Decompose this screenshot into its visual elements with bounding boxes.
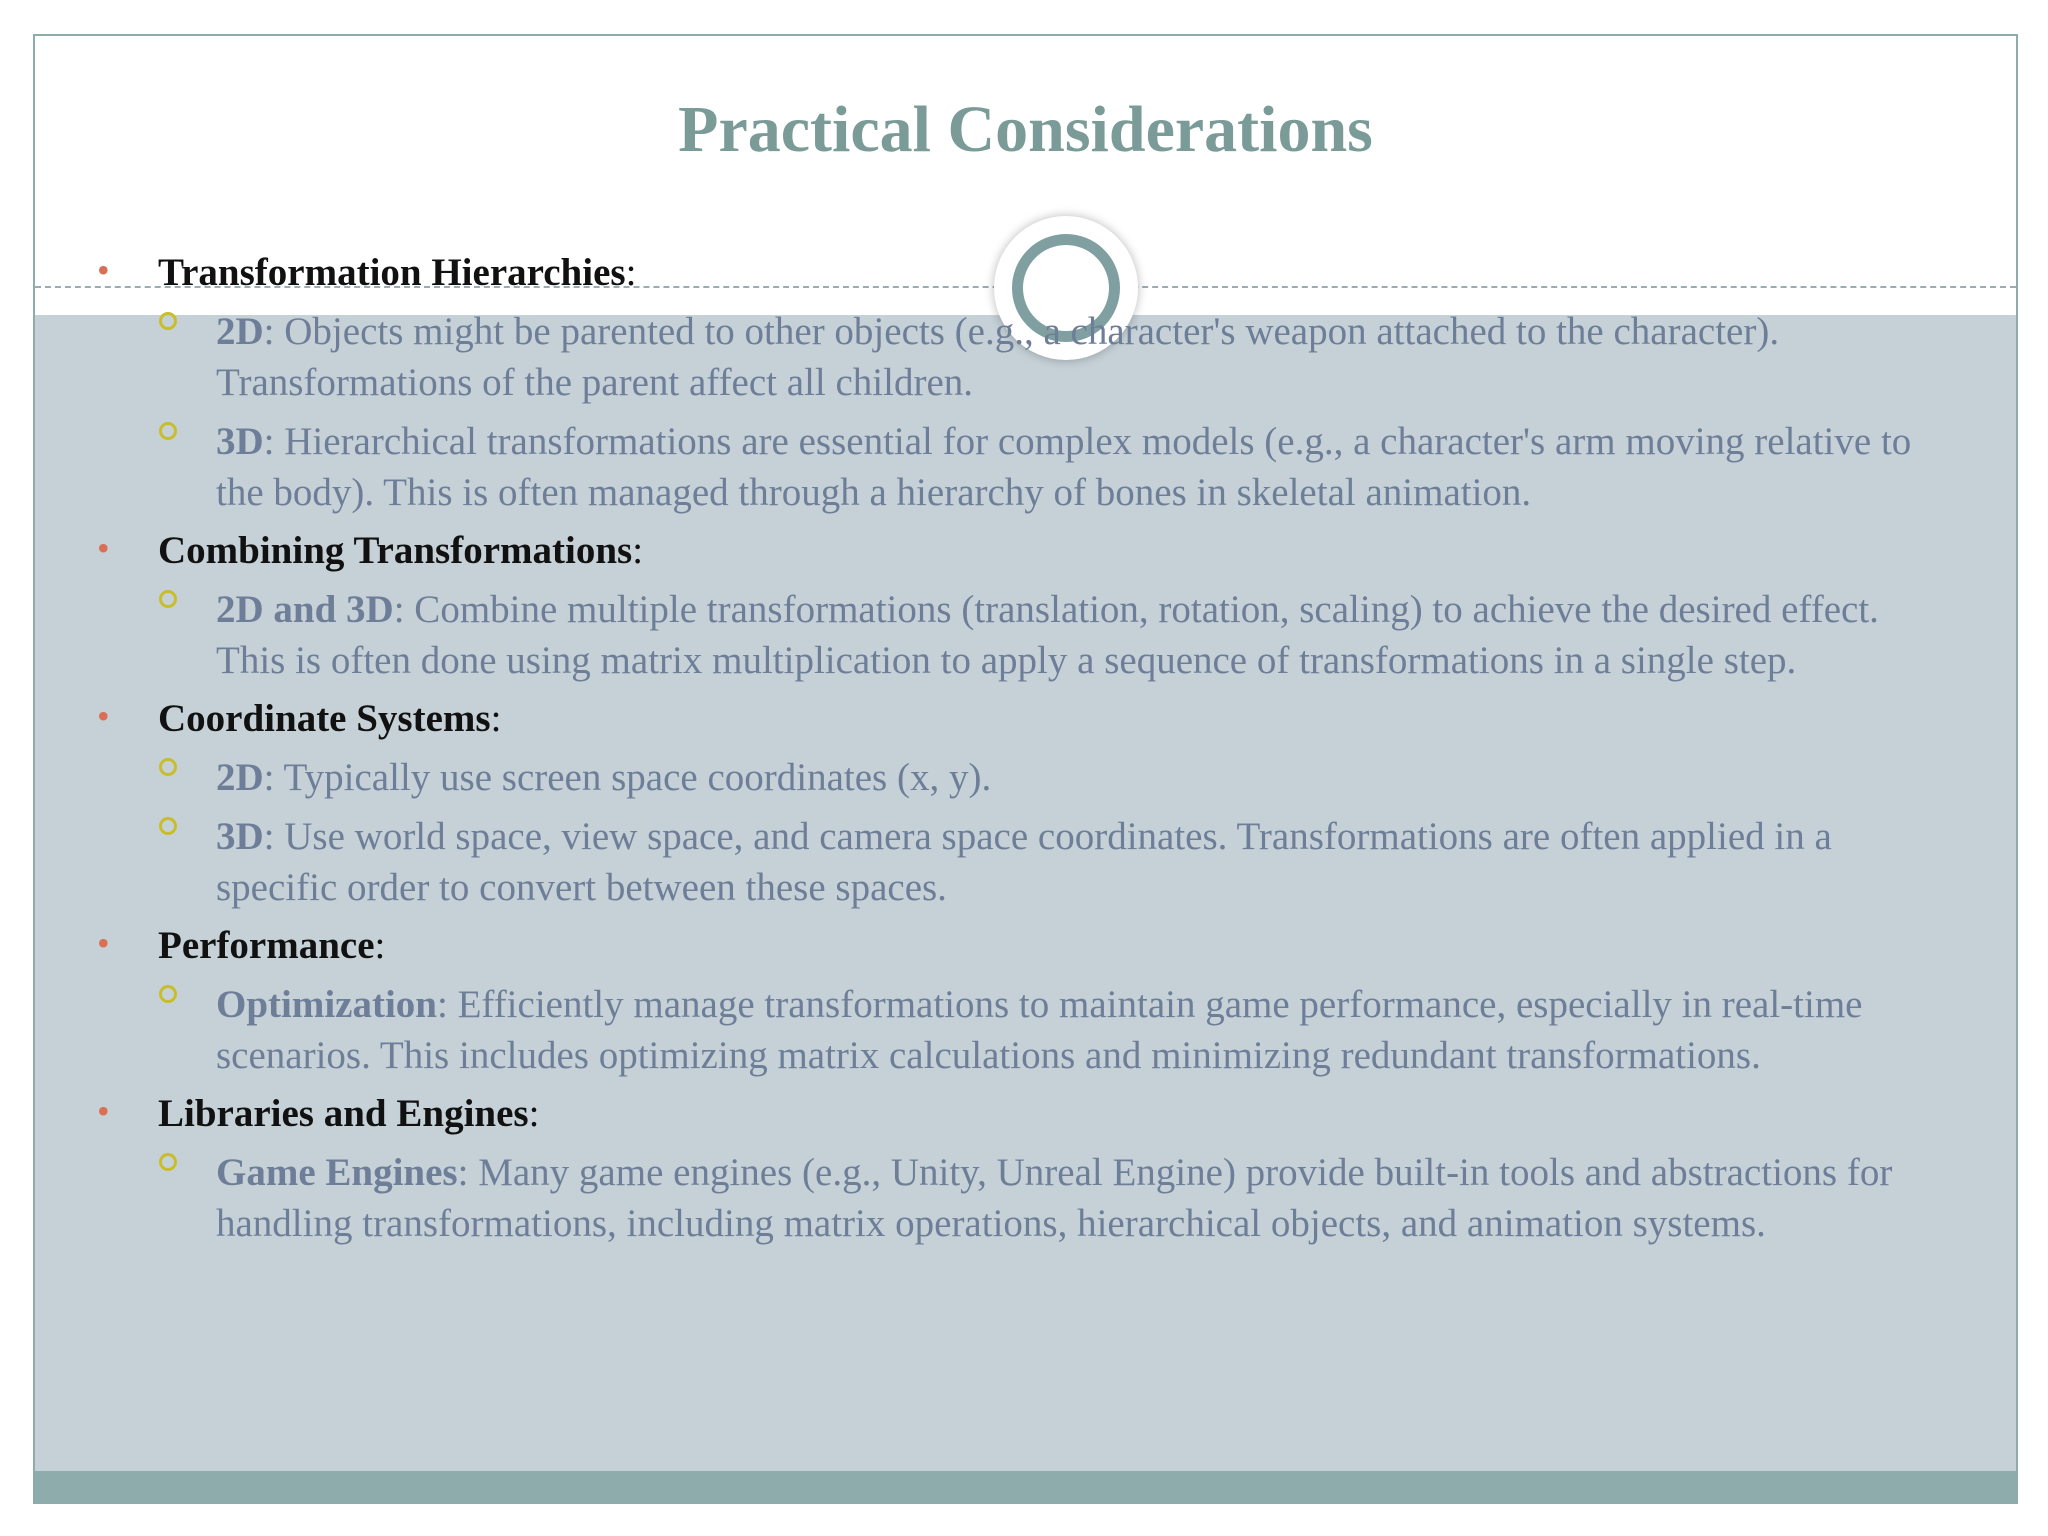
section-heading-text: Libraries and Engines [158, 1092, 529, 1135]
heading-colon: : [374, 924, 386, 967]
section-heading [62, 1089, 1942, 1139]
bullet-icon: • [97, 696, 110, 736]
sub-item-term: Game Engines [216, 1151, 458, 1194]
sub-item-text: : Hierarchical transformations are essential for complex models (e.g., a character's arm moving relative to the body). This is often managed through a hierarchy of bones in skeletal animation. [216, 420, 1912, 514]
sub-item [62, 416, 1942, 518]
bullet-list [62, 248, 1942, 1257]
sub-item-term: 3D [216, 420, 264, 463]
section-libraries-and-engines [62, 1089, 1942, 1249]
heading-colon: : [528, 1092, 540, 1135]
sub-bullet-icon [159, 590, 177, 608]
bullet-icon: • [97, 923, 110, 963]
sub-item [62, 979, 1942, 1081]
slide-title: Practical Considerations [678, 93, 1373, 166]
sub-item [62, 306, 1942, 408]
section-heading [62, 526, 1942, 576]
sub-bullet-icon [159, 985, 177, 1003]
sub-item [62, 1147, 1942, 1249]
sub-item-text: : Objects might be parented to other objects (e.g., a character's weapon attached to the character). Transformations of the parent affect all children. [216, 310, 1780, 404]
heading-colon: : [632, 529, 644, 572]
section-heading [62, 694, 1942, 744]
sub-item-text: : Use world space, view space, and camera space coordinates. Transformations are often applied in a specific order to convert between these spaces. [216, 815, 1832, 909]
section-heading [62, 248, 1942, 298]
sub-bullet-icon [159, 422, 177, 440]
heading-colon: : [625, 251, 637, 294]
sub-item [62, 584, 1942, 686]
sub-bullet-icon [159, 817, 177, 835]
sub-item-term: 2D [216, 310, 264, 353]
section-heading [62, 921, 1942, 971]
section-heading-text: Performance [158, 924, 375, 967]
section-coordinate-systems [62, 694, 1942, 913]
sub-bullet-icon [159, 312, 177, 330]
bullet-icon: • [97, 250, 110, 290]
sub-item-text: : Typically use screen space coordinates (x, y). [263, 756, 992, 799]
bullet-icon: • [97, 528, 110, 568]
sub-bullet-icon [159, 758, 177, 776]
sub-item-text: : Efficiently manage transformations to maintain game performance, especially in real-time scenarios. This includes optimizing matrix calculations and minimizing redundant transformations. [216, 983, 1863, 1077]
sub-item-term: 2D [216, 756, 264, 799]
section-combining-transformations [62, 526, 1942, 686]
section-heading-text: Coordinate Systems [158, 697, 491, 740]
bullet-icon: • [97, 1091, 110, 1131]
section-performance [62, 921, 1942, 1081]
sub-item [62, 811, 1942, 913]
sub-item-text: : Combine multiple transformations (translation, rotation, scaling) to achieve the desired effect. This is often done using matrix multiplication to apply a sequence of transformations in a single step. [216, 588, 1879, 682]
section-transformation-hierarchies [62, 248, 1942, 518]
heading-colon: : [490, 697, 502, 740]
sub-item-term: 2D and 3D [216, 588, 394, 631]
footer-band [35, 1471, 2016, 1504]
sub-item [62, 752, 1942, 803]
sub-bullet-icon [159, 1153, 177, 1171]
section-heading-text: Combining Transformations [158, 529, 633, 572]
sub-item-term: Optimization [216, 983, 437, 1026]
sub-item-text: : Many game engines (e.g., Unity, Unreal Engine) provide built-in tools and abstractions for handling transformations, including matrix operations, hierarchical objects, and animation systems. [216, 1151, 1893, 1245]
section-heading-text: Transformation Hierarchies [158, 251, 626, 294]
sub-item-term: 3D [216, 815, 264, 858]
